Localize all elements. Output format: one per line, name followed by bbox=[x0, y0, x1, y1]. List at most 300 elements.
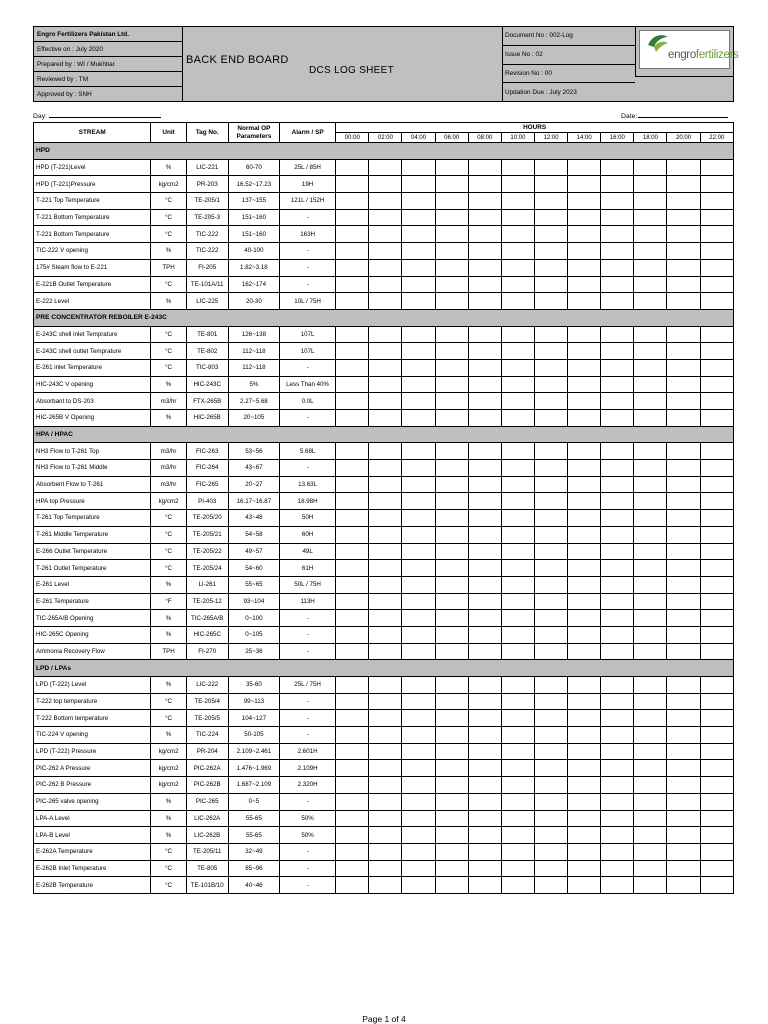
hourly-reading-cell[interactable] bbox=[336, 860, 369, 877]
hourly-reading-cell[interactable] bbox=[369, 860, 402, 877]
hourly-reading-cell[interactable] bbox=[568, 293, 601, 310]
hourly-reading-cell[interactable] bbox=[336, 693, 369, 710]
hourly-reading-cell[interactable] bbox=[700, 610, 733, 627]
hourly-reading-cell[interactable] bbox=[336, 193, 369, 210]
hourly-reading-cell[interactable] bbox=[667, 576, 700, 593]
hourly-reading-cell[interactable] bbox=[501, 159, 534, 176]
hourly-reading-cell[interactable] bbox=[336, 793, 369, 810]
hourly-reading-cell[interactable] bbox=[402, 443, 435, 460]
hourly-reading-cell[interactable] bbox=[336, 393, 369, 410]
hourly-reading-cell[interactable] bbox=[501, 643, 534, 660]
hourly-reading-cell[interactable] bbox=[468, 710, 501, 727]
hourly-reading-cell[interactable] bbox=[700, 526, 733, 543]
hourly-reading-cell[interactable] bbox=[402, 793, 435, 810]
hourly-reading-cell[interactable] bbox=[402, 176, 435, 193]
hourly-reading-cell[interactable] bbox=[634, 243, 667, 260]
hourly-reading-cell[interactable] bbox=[667, 176, 700, 193]
hourly-reading-cell[interactable] bbox=[402, 810, 435, 827]
hourly-reading-cell[interactable] bbox=[667, 493, 700, 510]
hourly-reading-cell[interactable] bbox=[501, 476, 534, 493]
hourly-reading-cell[interactable] bbox=[336, 493, 369, 510]
hourly-reading-cell[interactable] bbox=[568, 410, 601, 427]
hourly-reading-cell[interactable] bbox=[568, 326, 601, 343]
hourly-reading-cell[interactable] bbox=[468, 359, 501, 376]
hourly-reading-cell[interactable] bbox=[700, 693, 733, 710]
hourly-reading-cell[interactable] bbox=[568, 793, 601, 810]
hourly-reading-cell[interactable] bbox=[568, 510, 601, 527]
hourly-reading-cell[interactable] bbox=[700, 293, 733, 310]
hourly-reading-cell[interactable] bbox=[435, 877, 468, 894]
hourly-reading-cell[interactable] bbox=[402, 343, 435, 360]
hourly-reading-cell[interactable] bbox=[634, 410, 667, 427]
hourly-reading-cell[interactable] bbox=[501, 727, 534, 744]
hourly-reading-cell[interactable] bbox=[468, 643, 501, 660]
hourly-reading-cell[interactable] bbox=[369, 243, 402, 260]
hourly-reading-cell[interactable] bbox=[601, 293, 634, 310]
hourly-reading-cell[interactable] bbox=[501, 359, 534, 376]
hourly-reading-cell[interactable] bbox=[468, 743, 501, 760]
hourly-reading-cell[interactable] bbox=[568, 176, 601, 193]
hourly-reading-cell[interactable] bbox=[700, 760, 733, 777]
hourly-reading-cell[interactable] bbox=[369, 793, 402, 810]
hourly-reading-cell[interactable] bbox=[369, 259, 402, 276]
hourly-reading-cell[interactable] bbox=[435, 760, 468, 777]
hourly-reading-cell[interactable] bbox=[369, 810, 402, 827]
hourly-reading-cell[interactable] bbox=[534, 643, 567, 660]
hourly-reading-cell[interactable] bbox=[369, 643, 402, 660]
hourly-reading-cell[interactable] bbox=[568, 760, 601, 777]
hourly-reading-cell[interactable] bbox=[534, 827, 567, 844]
hourly-reading-cell[interactable] bbox=[700, 410, 733, 427]
hourly-reading-cell[interactable] bbox=[369, 560, 402, 577]
hourly-reading-cell[interactable] bbox=[601, 677, 634, 694]
hourly-reading-cell[interactable] bbox=[634, 493, 667, 510]
hourly-reading-cell[interactable] bbox=[336, 877, 369, 894]
hourly-reading-cell[interactable] bbox=[402, 760, 435, 777]
hourly-reading-cell[interactable] bbox=[634, 293, 667, 310]
hourly-reading-cell[interactable] bbox=[435, 226, 468, 243]
hourly-reading-cell[interactable] bbox=[468, 576, 501, 593]
hourly-reading-cell[interactable] bbox=[369, 510, 402, 527]
hourly-reading-cell[interactable] bbox=[534, 760, 567, 777]
hourly-reading-cell[interactable] bbox=[435, 259, 468, 276]
hourly-reading-cell[interactable] bbox=[369, 576, 402, 593]
hourly-reading-cell[interactable] bbox=[435, 176, 468, 193]
hourly-reading-cell[interactable] bbox=[435, 843, 468, 860]
hourly-reading-cell[interactable] bbox=[468, 677, 501, 694]
hourly-reading-cell[interactable] bbox=[336, 727, 369, 744]
hourly-reading-cell[interactable] bbox=[700, 777, 733, 794]
hourly-reading-cell[interactable] bbox=[336, 460, 369, 477]
hourly-reading-cell[interactable] bbox=[568, 727, 601, 744]
hourly-reading-cell[interactable] bbox=[634, 560, 667, 577]
hourly-reading-cell[interactable] bbox=[568, 393, 601, 410]
hourly-reading-cell[interactable] bbox=[700, 843, 733, 860]
hourly-reading-cell[interactable] bbox=[534, 793, 567, 810]
hourly-reading-cell[interactable] bbox=[601, 693, 634, 710]
hourly-reading-cell[interactable] bbox=[700, 176, 733, 193]
hourly-reading-cell[interactable] bbox=[402, 860, 435, 877]
hourly-reading-cell[interactable] bbox=[667, 343, 700, 360]
hourly-reading-cell[interactable] bbox=[501, 810, 534, 827]
hourly-reading-cell[interactable] bbox=[435, 443, 468, 460]
hourly-reading-cell[interactable] bbox=[601, 476, 634, 493]
hourly-reading-cell[interactable] bbox=[501, 860, 534, 877]
hourly-reading-cell[interactable] bbox=[568, 376, 601, 393]
hourly-reading-cell[interactable] bbox=[568, 877, 601, 894]
hourly-reading-cell[interactable] bbox=[700, 626, 733, 643]
hourly-reading-cell[interactable] bbox=[667, 843, 700, 860]
hourly-reading-cell[interactable] bbox=[601, 376, 634, 393]
hourly-reading-cell[interactable] bbox=[568, 677, 601, 694]
hourly-reading-cell[interactable] bbox=[435, 727, 468, 744]
hourly-reading-cell[interactable] bbox=[369, 176, 402, 193]
hourly-reading-cell[interactable] bbox=[534, 710, 567, 727]
hourly-reading-cell[interactable] bbox=[402, 777, 435, 794]
hourly-reading-cell[interactable] bbox=[534, 443, 567, 460]
hourly-reading-cell[interactable] bbox=[700, 593, 733, 610]
hourly-reading-cell[interactable] bbox=[435, 710, 468, 727]
hourly-reading-cell[interactable] bbox=[700, 326, 733, 343]
hourly-reading-cell[interactable] bbox=[667, 543, 700, 560]
hourly-reading-cell[interactable] bbox=[634, 159, 667, 176]
hourly-reading-cell[interactable] bbox=[369, 443, 402, 460]
hourly-reading-cell[interactable] bbox=[568, 243, 601, 260]
hourly-reading-cell[interactable] bbox=[336, 543, 369, 560]
hourly-reading-cell[interactable] bbox=[534, 259, 567, 276]
hourly-reading-cell[interactable] bbox=[534, 576, 567, 593]
hourly-reading-cell[interactable] bbox=[568, 827, 601, 844]
hourly-reading-cell[interactable] bbox=[369, 159, 402, 176]
hourly-reading-cell[interactable] bbox=[468, 510, 501, 527]
hourly-reading-cell[interactable] bbox=[534, 777, 567, 794]
hourly-reading-cell[interactable] bbox=[634, 677, 667, 694]
hourly-reading-cell[interactable] bbox=[568, 626, 601, 643]
hourly-reading-cell[interactable] bbox=[601, 526, 634, 543]
hourly-reading-cell[interactable] bbox=[402, 243, 435, 260]
hourly-reading-cell[interactable] bbox=[667, 760, 700, 777]
hourly-reading-cell[interactable] bbox=[501, 259, 534, 276]
hourly-reading-cell[interactable] bbox=[634, 209, 667, 226]
hourly-reading-cell[interactable] bbox=[402, 727, 435, 744]
hourly-reading-cell[interactable] bbox=[501, 760, 534, 777]
hourly-reading-cell[interactable] bbox=[667, 677, 700, 694]
hourly-reading-cell[interactable] bbox=[667, 526, 700, 543]
hourly-reading-cell[interactable] bbox=[667, 743, 700, 760]
hourly-reading-cell[interactable] bbox=[369, 493, 402, 510]
hourly-reading-cell[interactable] bbox=[435, 376, 468, 393]
hourly-reading-cell[interactable] bbox=[534, 159, 567, 176]
hourly-reading-cell[interactable] bbox=[568, 343, 601, 360]
hourly-reading-cell[interactable] bbox=[568, 810, 601, 827]
hourly-reading-cell[interactable] bbox=[700, 443, 733, 460]
hourly-reading-cell[interactable] bbox=[601, 393, 634, 410]
hourly-reading-cell[interactable] bbox=[501, 743, 534, 760]
hourly-reading-cell[interactable] bbox=[402, 743, 435, 760]
hourly-reading-cell[interactable] bbox=[568, 610, 601, 627]
hourly-reading-cell[interactable] bbox=[534, 677, 567, 694]
hourly-reading-cell[interactable] bbox=[601, 359, 634, 376]
hourly-reading-cell[interactable] bbox=[501, 460, 534, 477]
hourly-reading-cell[interactable] bbox=[435, 626, 468, 643]
hourly-reading-cell[interactable] bbox=[568, 560, 601, 577]
hourly-reading-cell[interactable] bbox=[501, 626, 534, 643]
hourly-reading-cell[interactable] bbox=[700, 576, 733, 593]
hourly-reading-cell[interactable] bbox=[501, 693, 534, 710]
hourly-reading-cell[interactable] bbox=[700, 243, 733, 260]
hourly-reading-cell[interactable] bbox=[601, 326, 634, 343]
hourly-reading-cell[interactable] bbox=[501, 176, 534, 193]
hourly-reading-cell[interactable] bbox=[634, 543, 667, 560]
hourly-reading-cell[interactable] bbox=[700, 543, 733, 560]
hourly-reading-cell[interactable] bbox=[634, 843, 667, 860]
hourly-reading-cell[interactable] bbox=[534, 359, 567, 376]
hourly-reading-cell[interactable] bbox=[601, 743, 634, 760]
hourly-reading-cell[interactable] bbox=[534, 293, 567, 310]
hourly-reading-cell[interactable] bbox=[667, 443, 700, 460]
hourly-reading-cell[interactable] bbox=[634, 460, 667, 477]
hourly-reading-cell[interactable] bbox=[700, 860, 733, 877]
hourly-reading-cell[interactable] bbox=[700, 743, 733, 760]
hourly-reading-cell[interactable] bbox=[634, 576, 667, 593]
hourly-reading-cell[interactable] bbox=[402, 593, 435, 610]
hourly-reading-cell[interactable] bbox=[468, 543, 501, 560]
hourly-reading-cell[interactable] bbox=[501, 843, 534, 860]
hourly-reading-cell[interactable] bbox=[534, 877, 567, 894]
hourly-reading-cell[interactable] bbox=[435, 493, 468, 510]
hourly-reading-cell[interactable] bbox=[634, 610, 667, 627]
hourly-reading-cell[interactable] bbox=[336, 259, 369, 276]
hourly-reading-cell[interactable] bbox=[568, 259, 601, 276]
hourly-reading-cell[interactable] bbox=[369, 760, 402, 777]
hourly-reading-cell[interactable] bbox=[634, 376, 667, 393]
hourly-reading-cell[interactable] bbox=[634, 810, 667, 827]
hourly-reading-cell[interactable] bbox=[534, 526, 567, 543]
hourly-reading-cell[interactable] bbox=[534, 243, 567, 260]
hourly-reading-cell[interactable] bbox=[468, 843, 501, 860]
hourly-reading-cell[interactable] bbox=[700, 793, 733, 810]
hourly-reading-cell[interactable] bbox=[601, 193, 634, 210]
hourly-reading-cell[interactable] bbox=[700, 359, 733, 376]
hourly-reading-cell[interactable] bbox=[501, 326, 534, 343]
hourly-reading-cell[interactable] bbox=[336, 226, 369, 243]
hourly-reading-cell[interactable] bbox=[369, 393, 402, 410]
hourly-reading-cell[interactable] bbox=[369, 209, 402, 226]
hourly-reading-cell[interactable] bbox=[336, 576, 369, 593]
hourly-reading-cell[interactable] bbox=[568, 226, 601, 243]
hourly-reading-cell[interactable] bbox=[601, 493, 634, 510]
hourly-reading-cell[interactable] bbox=[534, 326, 567, 343]
hourly-reading-cell[interactable] bbox=[601, 843, 634, 860]
hourly-reading-cell[interactable] bbox=[601, 710, 634, 727]
hourly-reading-cell[interactable] bbox=[568, 159, 601, 176]
hourly-reading-cell[interactable] bbox=[336, 526, 369, 543]
hourly-reading-cell[interactable] bbox=[667, 610, 700, 627]
hourly-reading-cell[interactable] bbox=[501, 593, 534, 610]
hourly-reading-cell[interactable] bbox=[534, 610, 567, 627]
hourly-reading-cell[interactable] bbox=[568, 693, 601, 710]
hourly-reading-cell[interactable] bbox=[501, 243, 534, 260]
hourly-reading-cell[interactable] bbox=[369, 410, 402, 427]
hourly-reading-cell[interactable] bbox=[468, 827, 501, 844]
hourly-reading-cell[interactable] bbox=[336, 827, 369, 844]
hourly-reading-cell[interactable] bbox=[468, 560, 501, 577]
hourly-reading-cell[interactable] bbox=[369, 743, 402, 760]
hourly-reading-cell[interactable] bbox=[468, 760, 501, 777]
hourly-reading-cell[interactable] bbox=[402, 827, 435, 844]
hourly-reading-cell[interactable] bbox=[667, 877, 700, 894]
hourly-reading-cell[interactable] bbox=[336, 760, 369, 777]
hourly-reading-cell[interactable] bbox=[468, 276, 501, 293]
hourly-reading-cell[interactable] bbox=[534, 460, 567, 477]
hourly-reading-cell[interactable] bbox=[667, 810, 700, 827]
hourly-reading-cell[interactable] bbox=[402, 326, 435, 343]
hourly-reading-cell[interactable] bbox=[336, 276, 369, 293]
hourly-reading-cell[interactable] bbox=[336, 777, 369, 794]
hourly-reading-cell[interactable] bbox=[534, 376, 567, 393]
hourly-reading-cell[interactable] bbox=[601, 243, 634, 260]
hourly-reading-cell[interactable] bbox=[634, 643, 667, 660]
hourly-reading-cell[interactable] bbox=[501, 793, 534, 810]
hourly-reading-cell[interactable] bbox=[568, 476, 601, 493]
hourly-reading-cell[interactable] bbox=[634, 877, 667, 894]
hourly-reading-cell[interactable] bbox=[700, 460, 733, 477]
hourly-reading-cell[interactable] bbox=[468, 810, 501, 827]
hourly-reading-cell[interactable] bbox=[369, 677, 402, 694]
hourly-reading-cell[interactable] bbox=[468, 610, 501, 627]
hourly-reading-cell[interactable] bbox=[435, 543, 468, 560]
hourly-reading-cell[interactable] bbox=[634, 860, 667, 877]
date-blank[interactable] bbox=[638, 110, 728, 118]
hourly-reading-cell[interactable] bbox=[402, 209, 435, 226]
hourly-reading-cell[interactable] bbox=[435, 526, 468, 543]
hourly-reading-cell[interactable] bbox=[468, 243, 501, 260]
hourly-reading-cell[interactable] bbox=[369, 827, 402, 844]
hourly-reading-cell[interactable] bbox=[501, 209, 534, 226]
hourly-reading-cell[interactable] bbox=[568, 526, 601, 543]
hourly-reading-cell[interactable] bbox=[336, 510, 369, 527]
hourly-reading-cell[interactable] bbox=[667, 243, 700, 260]
hourly-reading-cell[interactable] bbox=[501, 510, 534, 527]
hourly-reading-cell[interactable] bbox=[468, 176, 501, 193]
hourly-reading-cell[interactable] bbox=[435, 476, 468, 493]
hourly-reading-cell[interactable] bbox=[336, 293, 369, 310]
hourly-reading-cell[interactable] bbox=[501, 226, 534, 243]
hourly-reading-cell[interactable] bbox=[534, 860, 567, 877]
hourly-reading-cell[interactable] bbox=[601, 576, 634, 593]
hourly-reading-cell[interactable] bbox=[568, 209, 601, 226]
hourly-reading-cell[interactable] bbox=[468, 193, 501, 210]
hourly-reading-cell[interactable] bbox=[369, 877, 402, 894]
hourly-reading-cell[interactable] bbox=[435, 460, 468, 477]
hourly-reading-cell[interactable] bbox=[336, 743, 369, 760]
hourly-reading-cell[interactable] bbox=[700, 259, 733, 276]
hourly-reading-cell[interactable] bbox=[369, 777, 402, 794]
hourly-reading-cell[interactable] bbox=[369, 476, 402, 493]
hourly-reading-cell[interactable] bbox=[435, 593, 468, 610]
hourly-reading-cell[interactable] bbox=[336, 359, 369, 376]
hourly-reading-cell[interactable] bbox=[402, 677, 435, 694]
hourly-reading-cell[interactable] bbox=[568, 860, 601, 877]
hourly-reading-cell[interactable] bbox=[402, 259, 435, 276]
hourly-reading-cell[interactable] bbox=[402, 193, 435, 210]
hourly-reading-cell[interactable] bbox=[634, 727, 667, 744]
hourly-reading-cell[interactable] bbox=[468, 159, 501, 176]
hourly-reading-cell[interactable] bbox=[336, 810, 369, 827]
hourly-reading-cell[interactable] bbox=[336, 626, 369, 643]
hourly-reading-cell[interactable] bbox=[402, 410, 435, 427]
hourly-reading-cell[interactable] bbox=[601, 226, 634, 243]
hourly-reading-cell[interactable] bbox=[700, 827, 733, 844]
hourly-reading-cell[interactable] bbox=[435, 860, 468, 877]
hourly-reading-cell[interactable] bbox=[369, 343, 402, 360]
hourly-reading-cell[interactable] bbox=[369, 626, 402, 643]
hourly-reading-cell[interactable] bbox=[534, 193, 567, 210]
hourly-reading-cell[interactable] bbox=[700, 560, 733, 577]
hourly-reading-cell[interactable] bbox=[336, 209, 369, 226]
hourly-reading-cell[interactable] bbox=[534, 743, 567, 760]
hourly-reading-cell[interactable] bbox=[634, 393, 667, 410]
hourly-reading-cell[interactable] bbox=[336, 593, 369, 610]
hourly-reading-cell[interactable] bbox=[369, 193, 402, 210]
hourly-reading-cell[interactable] bbox=[534, 176, 567, 193]
hourly-reading-cell[interactable] bbox=[634, 743, 667, 760]
hourly-reading-cell[interactable] bbox=[634, 593, 667, 610]
hourly-reading-cell[interactable] bbox=[634, 259, 667, 276]
hourly-reading-cell[interactable] bbox=[568, 710, 601, 727]
hourly-reading-cell[interactable] bbox=[634, 326, 667, 343]
hourly-reading-cell[interactable] bbox=[468, 793, 501, 810]
hourly-reading-cell[interactable] bbox=[601, 543, 634, 560]
hourly-reading-cell[interactable] bbox=[568, 643, 601, 660]
hourly-reading-cell[interactable] bbox=[435, 827, 468, 844]
hourly-reading-cell[interactable] bbox=[534, 810, 567, 827]
hourly-reading-cell[interactable] bbox=[667, 359, 700, 376]
hourly-reading-cell[interactable] bbox=[700, 677, 733, 694]
hourly-reading-cell[interactable] bbox=[667, 643, 700, 660]
hourly-reading-cell[interactable] bbox=[369, 610, 402, 627]
hourly-reading-cell[interactable] bbox=[634, 276, 667, 293]
hourly-reading-cell[interactable] bbox=[700, 226, 733, 243]
hourly-reading-cell[interactable] bbox=[435, 693, 468, 710]
hourly-reading-cell[interactable] bbox=[402, 159, 435, 176]
hourly-reading-cell[interactable] bbox=[667, 793, 700, 810]
hourly-reading-cell[interactable] bbox=[700, 209, 733, 226]
hourly-reading-cell[interactable] bbox=[468, 326, 501, 343]
hourly-reading-cell[interactable] bbox=[667, 326, 700, 343]
hourly-reading-cell[interactable] bbox=[468, 777, 501, 794]
hourly-reading-cell[interactable] bbox=[534, 593, 567, 610]
hourly-reading-cell[interactable] bbox=[568, 359, 601, 376]
hourly-reading-cell[interactable] bbox=[402, 526, 435, 543]
hourly-reading-cell[interactable] bbox=[700, 643, 733, 660]
hourly-reading-cell[interactable] bbox=[601, 510, 634, 527]
hourly-reading-cell[interactable] bbox=[667, 393, 700, 410]
hourly-reading-cell[interactable] bbox=[568, 543, 601, 560]
hourly-reading-cell[interactable] bbox=[601, 827, 634, 844]
hourly-reading-cell[interactable] bbox=[601, 860, 634, 877]
hourly-reading-cell[interactable] bbox=[568, 777, 601, 794]
hourly-reading-cell[interactable] bbox=[667, 460, 700, 477]
hourly-reading-cell[interactable] bbox=[501, 526, 534, 543]
hourly-reading-cell[interactable] bbox=[667, 376, 700, 393]
hourly-reading-cell[interactable] bbox=[667, 560, 700, 577]
hourly-reading-cell[interactable] bbox=[601, 410, 634, 427]
hourly-reading-cell[interactable] bbox=[468, 493, 501, 510]
hourly-reading-cell[interactable] bbox=[700, 393, 733, 410]
hourly-reading-cell[interactable] bbox=[601, 209, 634, 226]
hourly-reading-cell[interactable] bbox=[402, 476, 435, 493]
